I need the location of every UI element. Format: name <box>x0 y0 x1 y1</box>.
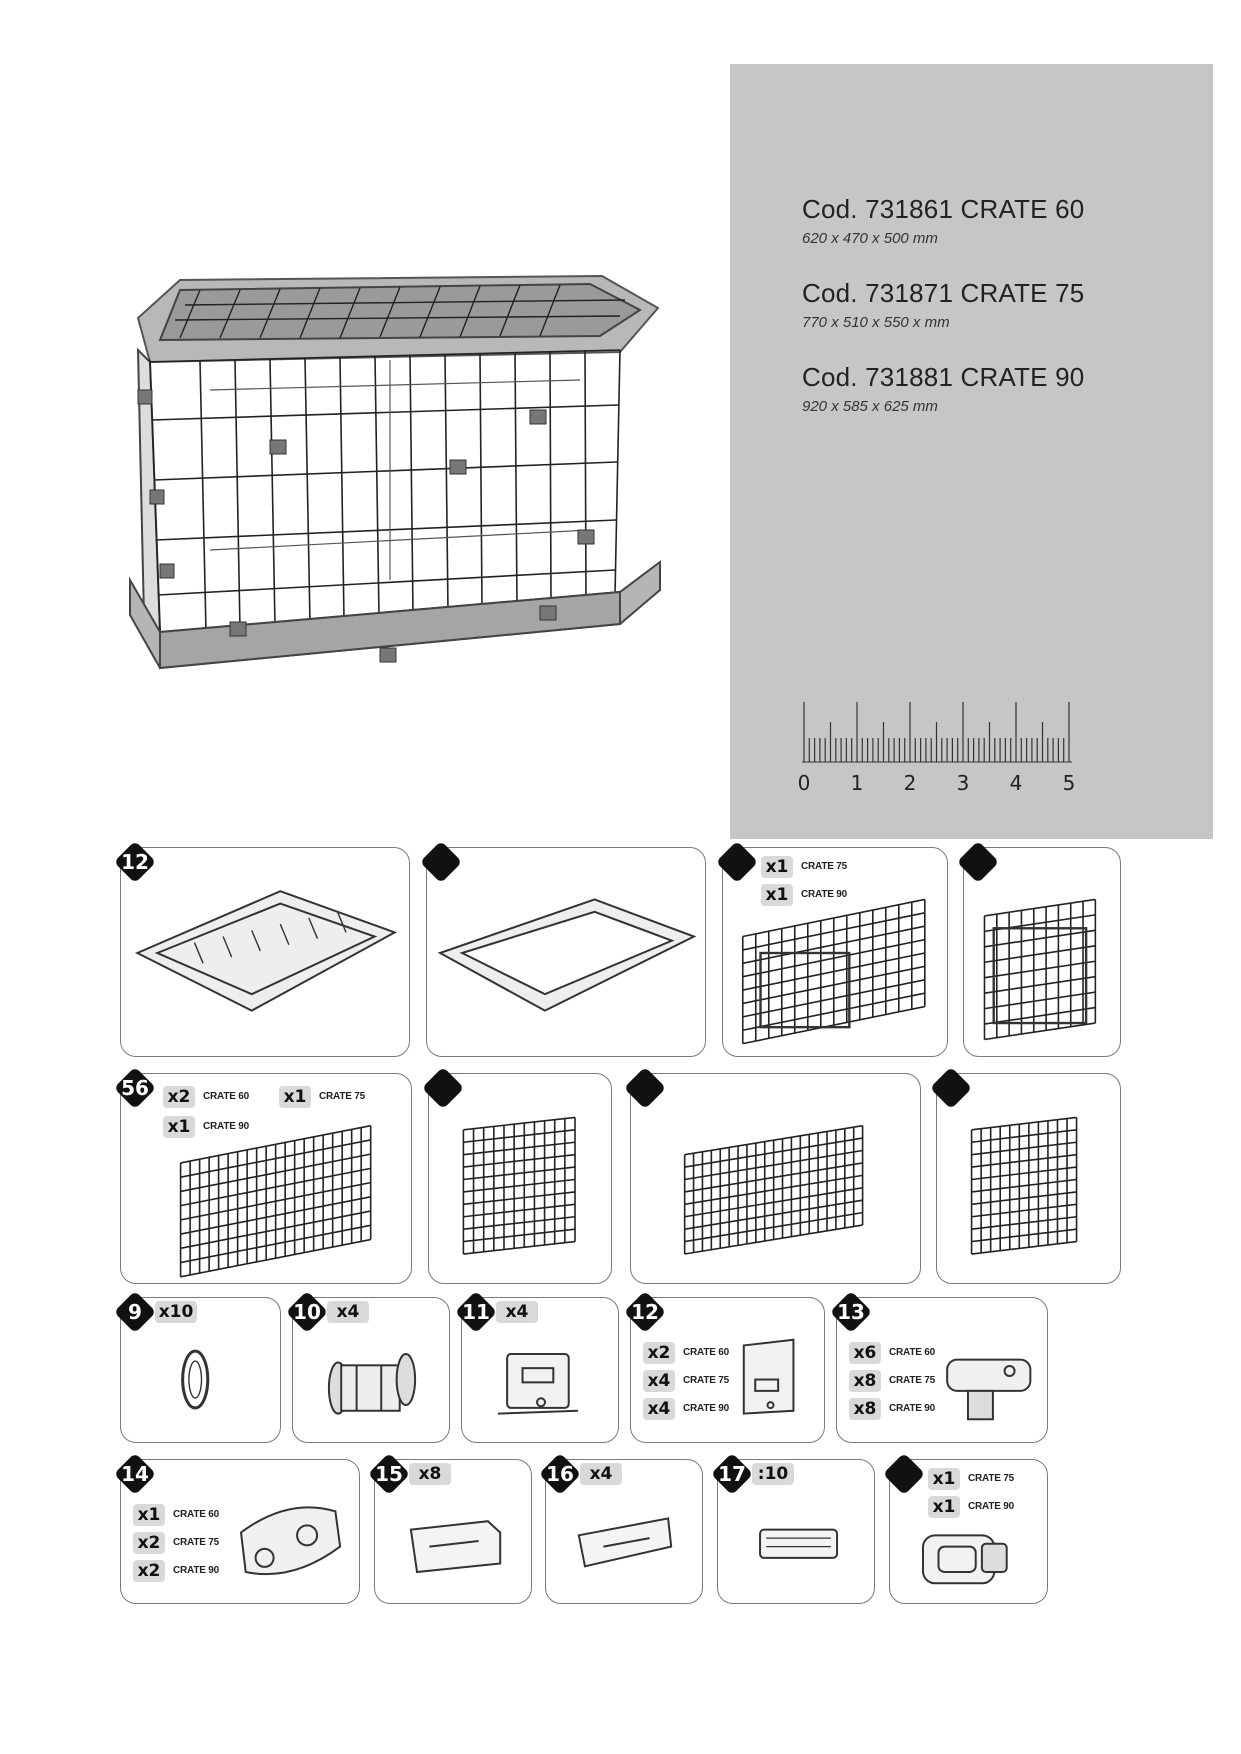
ruler-scale <box>797 696 1092 796</box>
quantity-model-note: CRATE 75 <box>319 1091 366 1102</box>
part-card <box>120 1073 412 1284</box>
part-number: 12 <box>121 850 149 874</box>
part-card <box>292 1297 450 1443</box>
part-card <box>963 847 1121 1057</box>
quantity-count: x4 <box>643 1398 675 1420</box>
quantity-model-note: CRATE 60 <box>173 1509 220 1520</box>
quantity-count: x1 <box>279 1086 311 1108</box>
small-door-panel-icon <box>966 850 1120 1056</box>
door-grid-panel-icon <box>725 850 947 1056</box>
part-card <box>717 1459 875 1604</box>
part-card <box>120 1459 360 1604</box>
part-card <box>120 847 410 1057</box>
part-card <box>428 1073 612 1284</box>
ruler-label: 1 <box>850 771 864 795</box>
product-dims-crate-90: 920 x 585 x 625 mm <box>802 398 938 415</box>
part-number: 17 <box>718 1462 746 1486</box>
quantity-model-note: CRATE 75 <box>683 1375 730 1386</box>
part-card <box>630 1073 921 1284</box>
end-grid-panel-icon <box>939 1076 1120 1283</box>
part-number: 12 <box>631 1300 659 1324</box>
quantity-count: x2 <box>133 1532 165 1554</box>
product-code-crate-60: Cod. 731861 CRATE 60 <box>802 194 1085 224</box>
quantity-model-note: CRATE 75 <box>801 861 848 872</box>
quantity-count: x2 <box>163 1086 195 1108</box>
part-card <box>722 847 948 1057</box>
product-dims-crate-60: 620 x 470 x 500 mm <box>802 230 938 247</box>
quantity-count: x4 <box>580 1463 622 1485</box>
quantity-model-note: CRATE 75 <box>889 1375 936 1386</box>
quantity-model-note: CRATE 90 <box>889 1403 936 1414</box>
quantity-count: x8 <box>849 1370 881 1392</box>
narrow-grid-panel-icon <box>431 1076 611 1283</box>
quantity-count: x8 <box>409 1463 451 1485</box>
quantity-model-note: CRATE 75 <box>968 1473 1015 1484</box>
crate-base-frame-icon <box>429 850 705 1056</box>
quantity-count: x4 <box>496 1301 538 1323</box>
quantity-model-note: CRATE 60 <box>683 1347 730 1358</box>
wide-grid-panel-icon <box>633 1076 920 1283</box>
quantity-model-note: CRATE 90 <box>683 1403 730 1414</box>
quantity-count: x1 <box>163 1116 195 1138</box>
quantity-count: x6 <box>849 1342 881 1364</box>
ruler-label: 4 <box>1009 771 1023 795</box>
quantity-count: x2 <box>643 1342 675 1364</box>
quantity-count: x8 <box>849 1398 881 1420</box>
part-card <box>374 1459 532 1604</box>
quantity-count: x1 <box>928 1468 960 1490</box>
part-card <box>120 1297 281 1443</box>
quantity-model-note: CRATE 90 <box>801 889 848 900</box>
quantity-count: x1 <box>928 1496 960 1518</box>
quantity-model-note: CRATE 60 <box>203 1091 250 1102</box>
quantity-count: :10 <box>752 1463 794 1485</box>
quantity-model-note: CRATE 90 <box>968 1501 1015 1512</box>
product-dims-crate-75: 770 x 510 x 550 x mm <box>802 314 950 331</box>
product-info-panel <box>730 64 1213 839</box>
quantity-count: x4 <box>327 1301 369 1323</box>
crate-roof-tray-icon <box>123 850 409 1056</box>
quantity-count: x1 <box>133 1504 165 1526</box>
part-card <box>889 1459 1048 1604</box>
part-number: 11 <box>462 1300 490 1324</box>
quantity-count: x4 <box>643 1370 675 1392</box>
part-card <box>936 1073 1121 1284</box>
ruler-label: 5 <box>1062 771 1076 795</box>
product-code-crate-75: Cod. 731871 CRATE 75 <box>802 278 1085 308</box>
part-card <box>836 1297 1048 1443</box>
crate-illustration-icon <box>120 250 680 710</box>
part-card <box>630 1297 825 1443</box>
quantity-model-note: CRATE 90 <box>173 1565 220 1576</box>
quantity-model-note: CRATE 90 <box>203 1121 250 1132</box>
part-number: 10 <box>293 1300 321 1324</box>
part-number: 16 <box>546 1462 574 1486</box>
product-code-crate-90: Cod. 731881 CRATE 90 <box>802 362 1085 392</box>
quantity-count: x2 <box>133 1560 165 1582</box>
part-card <box>461 1297 619 1443</box>
part-number: 15 <box>375 1462 403 1486</box>
part-card <box>545 1459 703 1604</box>
quantity-count: x1 <box>761 884 793 906</box>
ruler-label: 3 <box>956 771 970 795</box>
part-number: 14 <box>121 1462 149 1486</box>
part-card <box>426 847 706 1057</box>
part-number: 13 <box>837 1300 865 1324</box>
ruler-label: 0 <box>797 771 811 795</box>
part-number: 56 <box>121 1076 149 1100</box>
quantity-model-note: CRATE 60 <box>889 1347 936 1358</box>
quantity-count: x10 <box>155 1301 197 1323</box>
ruler-label: 2 <box>903 771 917 795</box>
quantity-count: x1 <box>761 856 793 878</box>
quantity-model-note: CRATE 75 <box>173 1537 220 1548</box>
part-number: 9 <box>128 1300 142 1324</box>
